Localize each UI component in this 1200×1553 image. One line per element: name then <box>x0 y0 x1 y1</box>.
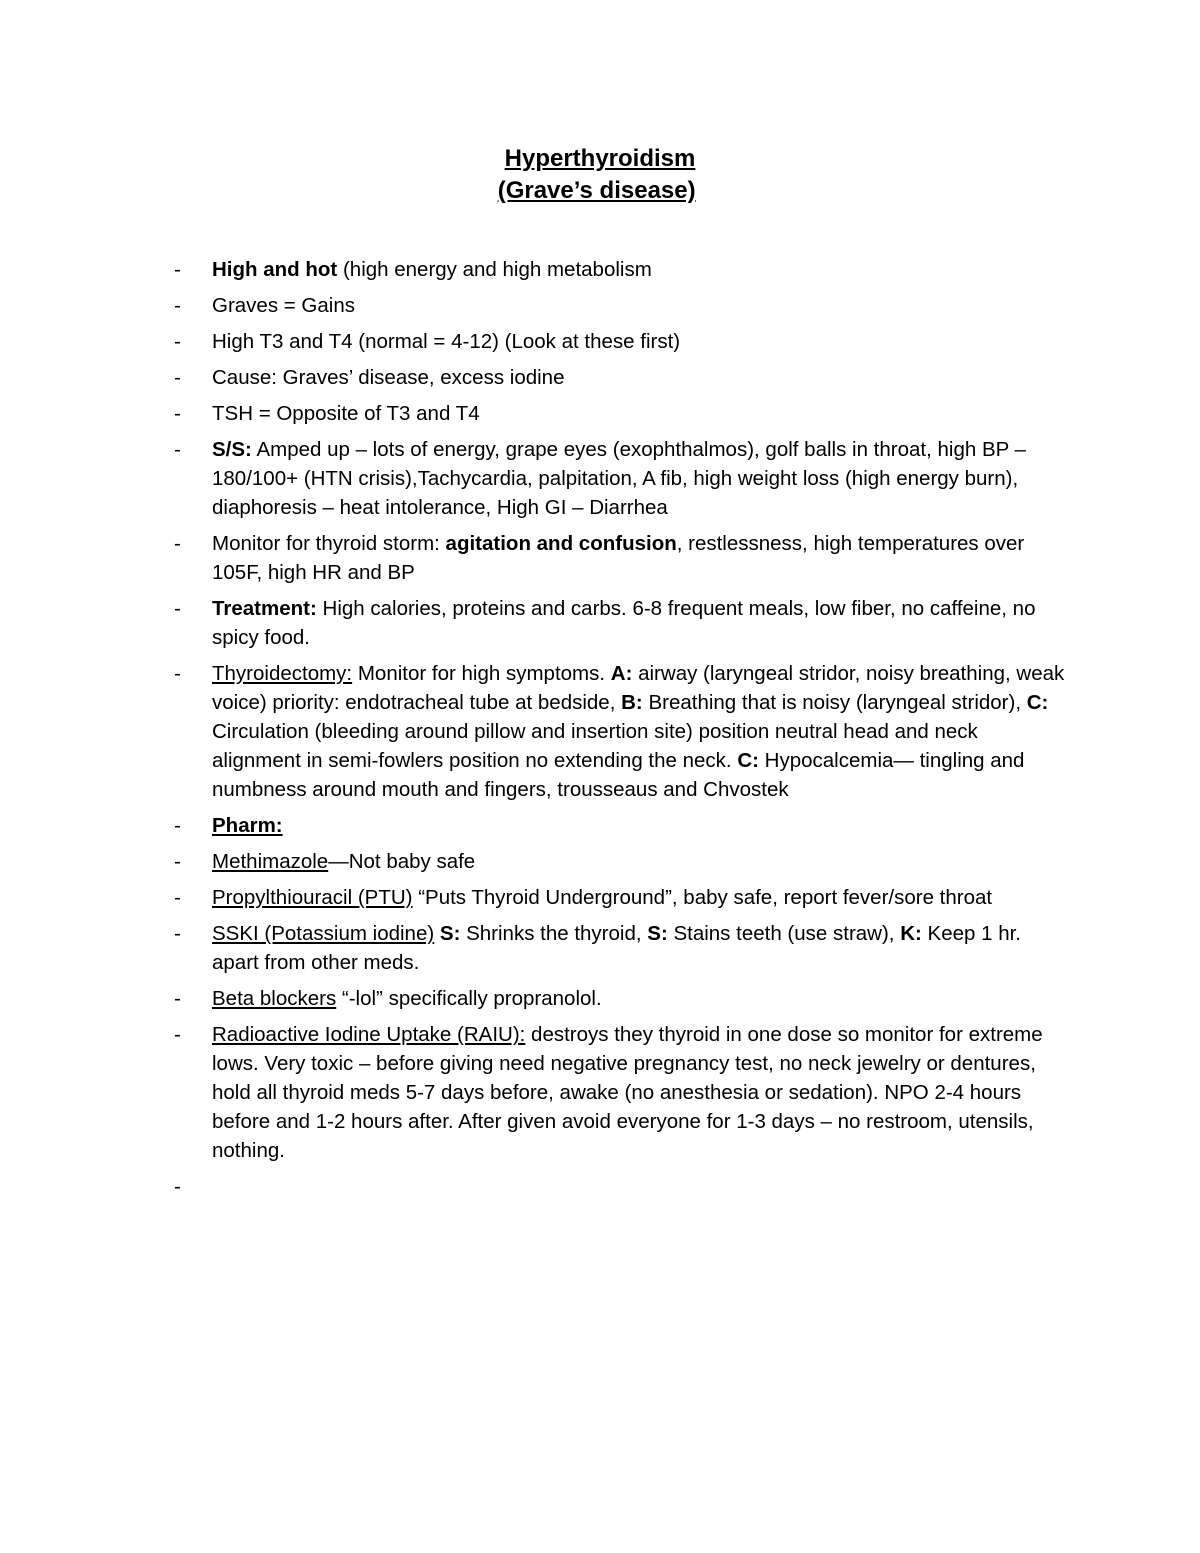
list-item <box>0 529 1200 587</box>
text-segment: Amped up – lots of energy, grape eyes (exophthalmos), golf balls in throat, high BP – 180/100+ (HTN crisis),Tachycardia, palpitation, A fib, high weight loss (high energy burn), diaphoresis – heat intolerance, High GI – Diarrhea <box>212 438 1027 519</box>
bullet-dash: - <box>174 258 181 281</box>
bullet-dash: - <box>174 814 181 837</box>
bullet-dash: - <box>174 886 181 909</box>
list-item-text <box>212 814 283 837</box>
bullet-dash: - <box>174 294 181 317</box>
text-segment: B: <box>621 691 643 714</box>
text-segment: Pharm: <box>212 814 283 837</box>
text-segment: High T3 and T4 (normal = 4-12) (Look at these first) <box>212 330 681 353</box>
list-item-text <box>212 402 480 425</box>
text-segment: Stains teeth (use straw), <box>667 922 901 945</box>
page-subtitle: (Grave’s disease) <box>497 177 696 204</box>
list-item <box>0 919 1200 977</box>
text-segment: Graves = Gains <box>212 294 355 317</box>
text-segment: Keep 1 hr. apart from other meds. <box>212 922 1022 974</box>
text-segment: Cause: Graves’ disease, excess iodine <box>212 366 565 389</box>
text-segment: TSH = Opposite of T3 and T4 <box>212 402 480 425</box>
list-item <box>0 883 1200 912</box>
text-segment: Breathing that is noisy (laryngeal stridor), <box>642 691 1027 714</box>
list-item <box>0 594 1200 652</box>
list-item-text <box>212 922 1021 974</box>
list-item <box>0 363 1200 392</box>
text-segment: C: <box>1026 691 1049 714</box>
text-segment: A: <box>610 662 633 685</box>
bullet-dash: - <box>174 662 181 685</box>
text-segment: C: <box>737 749 759 772</box>
bullet-dash: - <box>174 597 181 620</box>
list-item <box>0 327 1200 356</box>
text-segment: Beta blockers <box>212 987 337 1010</box>
text-segment: Circulation (bleeding around pillow and insertion site) position neutral head and neck alignment in semi-fowlers position no extending the neck. <box>212 720 978 772</box>
list-item-text <box>212 662 1064 801</box>
text-segment: “Puts Thyroid Underground”, baby safe, report fever/sore throat <box>412 886 993 909</box>
text-segment: (high energy and high metabolism <box>337 258 652 281</box>
list-item-text <box>212 1023 1043 1162</box>
text-segment: K: <box>900 922 922 945</box>
text-segment: S/S: <box>212 438 252 461</box>
list-item-text <box>212 438 1026 519</box>
title-block <box>0 143 1200 207</box>
list-item <box>0 435 1200 522</box>
text-segment: Propylthiouracil (PTU) <box>212 886 413 909</box>
bullet-dash: - <box>174 922 181 945</box>
list-item <box>0 811 1200 840</box>
list-item-text <box>212 850 475 873</box>
text-segment: —Not baby safe <box>328 850 476 873</box>
text-segment: High and hot <box>212 258 338 281</box>
list-item-text <box>212 886 992 909</box>
bullet-dash: - <box>174 1175 181 1198</box>
list-item-text <box>212 532 1024 584</box>
list-item <box>0 399 1200 428</box>
bullet-dash: - <box>174 366 181 389</box>
list-item <box>0 291 1200 320</box>
list-item-text <box>212 597 1035 649</box>
text-segment: “-lol” specifically propranolol. <box>336 987 602 1010</box>
text-segment: S: <box>439 922 461 945</box>
text-segment: Monitor for high symptoms. <box>352 662 611 685</box>
text-segment: Monitor for thyroid storm: <box>212 532 446 555</box>
text-segment: S: <box>647 922 668 945</box>
notes-list <box>0 255 1200 1198</box>
bullet-dash: - <box>174 330 181 353</box>
list-item-text <box>212 330 680 353</box>
bullet-dash: - <box>174 850 181 873</box>
text-segment: agitation and confusion <box>445 532 677 555</box>
list-item <box>0 984 1200 1013</box>
list-item-text <box>212 987 602 1010</box>
text-segment: Shrinks the thyroid, <box>460 922 648 945</box>
text-segment: Hypocalcemia— tingling and numbness around mouth and fingers, trousseaus and Chvostek <box>212 749 1025 801</box>
list-item-text <box>212 366 564 389</box>
list-item <box>0 659 1200 804</box>
bullet-dash: - <box>174 1023 181 1046</box>
list-item <box>0 1020 1200 1165</box>
list-item-text <box>212 258 652 281</box>
bullet-dash: - <box>174 532 181 555</box>
bullet-dash: - <box>174 438 181 461</box>
text-segment: destroys they thyroid in one dose so monitor for extreme lows. Very toxic – before giving need negative pregnancy test, no neck jewelry or dentures, hold all thyroid meds 5-7 days before, awake (no anesthesia or sedation). NPO 2-4 hours before and 1-2 hours after. After given avoid everyone for 1-3 days – no restroom, utensils, nothing. <box>212 1023 1043 1162</box>
list-item <box>0 847 1200 876</box>
text-segment: Thyroidectomy: <box>212 662 353 685</box>
list-item-text <box>212 294 355 317</box>
bullet-dash: - <box>174 987 181 1010</box>
page-title: Hyperthyroidism <box>504 145 696 172</box>
text-segment: Methimazole <box>212 850 329 873</box>
text-segment: Treatment: <box>212 597 317 620</box>
text-segment: High calories, proteins and carbs. 6-8 frequent meals, low fiber, no caffeine, no spicy food. <box>212 597 1036 649</box>
text-segment: airway (laryngeal stridor, noisy breathing, weak voice) priority: endotracheal tube at bedside, <box>212 662 1065 714</box>
list-item <box>0 255 1200 284</box>
bullet-dash: - <box>174 402 181 425</box>
text-segment: Radioactive Iodine Uptake (RAIU): <box>212 1023 526 1046</box>
text-segment: , restlessness, high temperatures over 105F, high HR and BP <box>212 532 1025 584</box>
text-segment: SSKI (Potassium iodine) <box>212 922 435 945</box>
